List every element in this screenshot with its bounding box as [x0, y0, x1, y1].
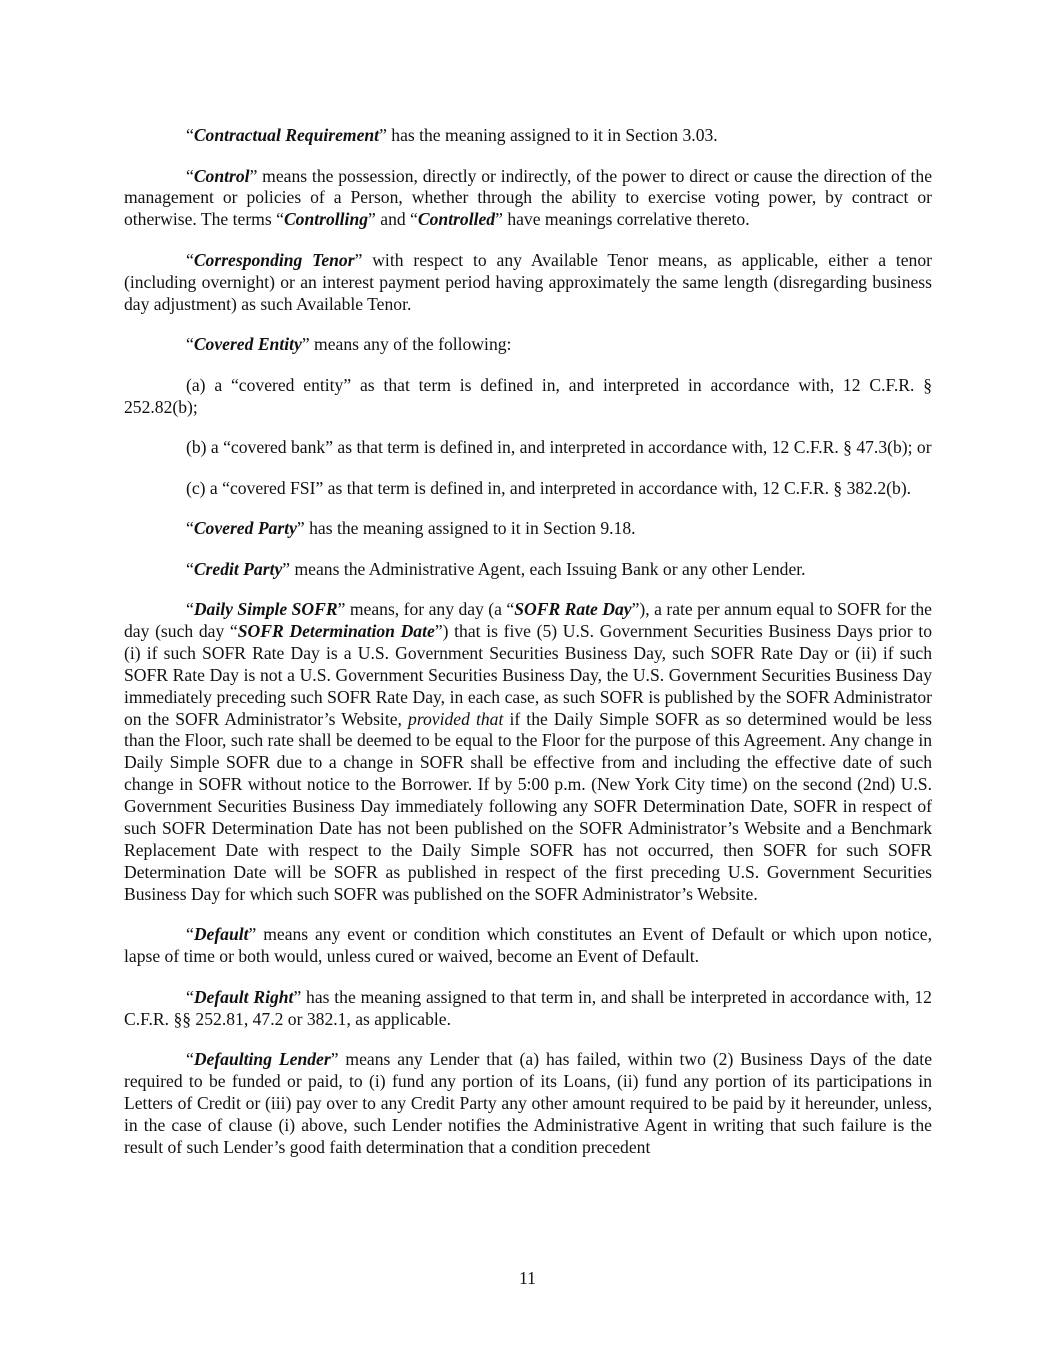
clause-b: (b) a “covered bank” as that term is defined in, and interpreted in accordance with, 12 C.F.R. § 47.3(b); or: [186, 437, 932, 458]
page-number: 11: [519, 1268, 536, 1288]
definition-credit-party: “Credit Party” means the Administrative Agent, each Issuing Bank or any other Lender.: [186, 558, 806, 579]
defined-term: Covered Entity: [193, 334, 302, 355]
defined-term: Default Right: [193, 986, 294, 1007]
defined-term: Contractual Requirement: [193, 125, 380, 145]
defined-term: Covered Party: [193, 518, 297, 539]
definition-default-right: “Default Right” has the meaning assigned to that term in, and shall be interpreted in accordance with, 12 C.F.R. §§ 252.81, 47.2 or 382.1, as applicable.: [124, 986, 932, 1029]
defined-term: Controlling: [283, 209, 369, 230]
document-body: [124, 125, 932, 1177]
defined-term: Default: [193, 924, 249, 945]
definition-control: “Control” means the possession, directly or indirectly, of the power to direct or cause the direction of the management or policies of a Person, whether through the ability to exercise voting power, by contract or otherwise. The terms “Controlling” and “Controlled” have meanings correlative thereto.: [124, 165, 932, 230]
defined-term: SOFR Rate Day: [514, 599, 632, 620]
definition-contractual-requirement: “Contractual Requirement” has the meaning assigned to it in Section 3.03.: [186, 125, 718, 145]
defined-term: Corresponding Tenor: [193, 249, 355, 270]
definition-defaulting-lender: “Defaulting Lender” means any Lender that (a) has failed, within two (2) Business Days of the date required to be funded or paid, to (i) fund any portion of its Loans, (ii) fund any portion of its participations in Letters of Credit or (iii) pay over to any Credit Party any other amount required to be paid by it hereunder, unless, in the case of clause (i) above, such Lender notifies the Administrative Agent in writing that such failure is the result of such Lender’s good faith determination that a condition precedent: [124, 1049, 933, 1157]
italic-phrase: provided that: [408, 708, 504, 729]
definition-covered-party: “Covered Party” has the meaning assigned to it in Section 9.18.: [186, 518, 636, 539]
defined-term: Daily Simple SOFR: [193, 599, 338, 620]
clause-c: (c) a “covered FSI” as that term is defined in, and interpreted in accordance with, 12 C.F.R. § 382.2(b).: [186, 477, 912, 498]
definition-daily-simple-sofr: “Daily Simple SOFR” means, for any day (a “SOFR Rate Day”), a rate per annum equal to SOFR for the day (such day “SOFR Determination Date”) that is five (5) U.S. Government Securities Business Days prior to (i) if such SOFR Rate Day is a U.S. Government Securities Business Day, such SOFR Rate Day or (ii) if such SOFR Rate Day is not a U.S. Government Securities Business Day, the U.S. Government Securities Business Day immediately preceding such SOFR Rate Day, in each case, as such SOFR is published by the SOFR Administrator on the SOFR Administrator’s Website, provided that if the Daily Simple SOFR as so determined would be less than the Floor, such rate shall be deemed to be equal to the Floor for the purpose of this Agreement. Any change in Daily Simple SOFR due to a change in SOFR shall be effective from and including the effective date of such change in SOFR without notice to the Borrower. If by 5:00 p.m. (New York City time) on the second (2nd) U.S. Government Securities Business Day immediately following any SOFR Determination Date, SOFR in respect of such SOFR Determination Date has not been published on the SOFR Administrator’s Website and a Benchmark Replacement Date with respect to the Daily Simple SOFR has not occurred, then SOFR for such SOFR Determination Date will be SOFR as published in respect of the first preceding U.S. Government Securities Business Day for which such SOFR was published on the SOFR Administrator’s Website.: [124, 599, 933, 904]
defined-term: Controlled: [417, 209, 496, 230]
definition-default: “Default” means any event or condition which constitutes an Event of Default or which upon notice, lapse of time or both would, unless cured or waived, become an Event of Default.: [124, 924, 932, 967]
defined-term: Credit Party: [193, 558, 283, 579]
defined-term: Control: [193, 165, 250, 186]
definition-covered-entity: “Covered Entity” means any of the following:: [186, 334, 512, 355]
defined-term: SOFR Determination Date: [237, 620, 435, 641]
clause-a: (a) a “covered entity” as that term is defined in, and interpreted in accordance with, 12 C.F.R. § 252.82(b);: [124, 374, 932, 417]
defined-term: Defaulting Lender: [193, 1049, 331, 1070]
definition-corresponding-tenor: “Corresponding Tenor” with respect to any Available Tenor means, as applicable, either a tenor (including overnight) or an interest payment period having approximately the same length (disregarding business day adjustment) as such Available Tenor.: [124, 249, 932, 314]
